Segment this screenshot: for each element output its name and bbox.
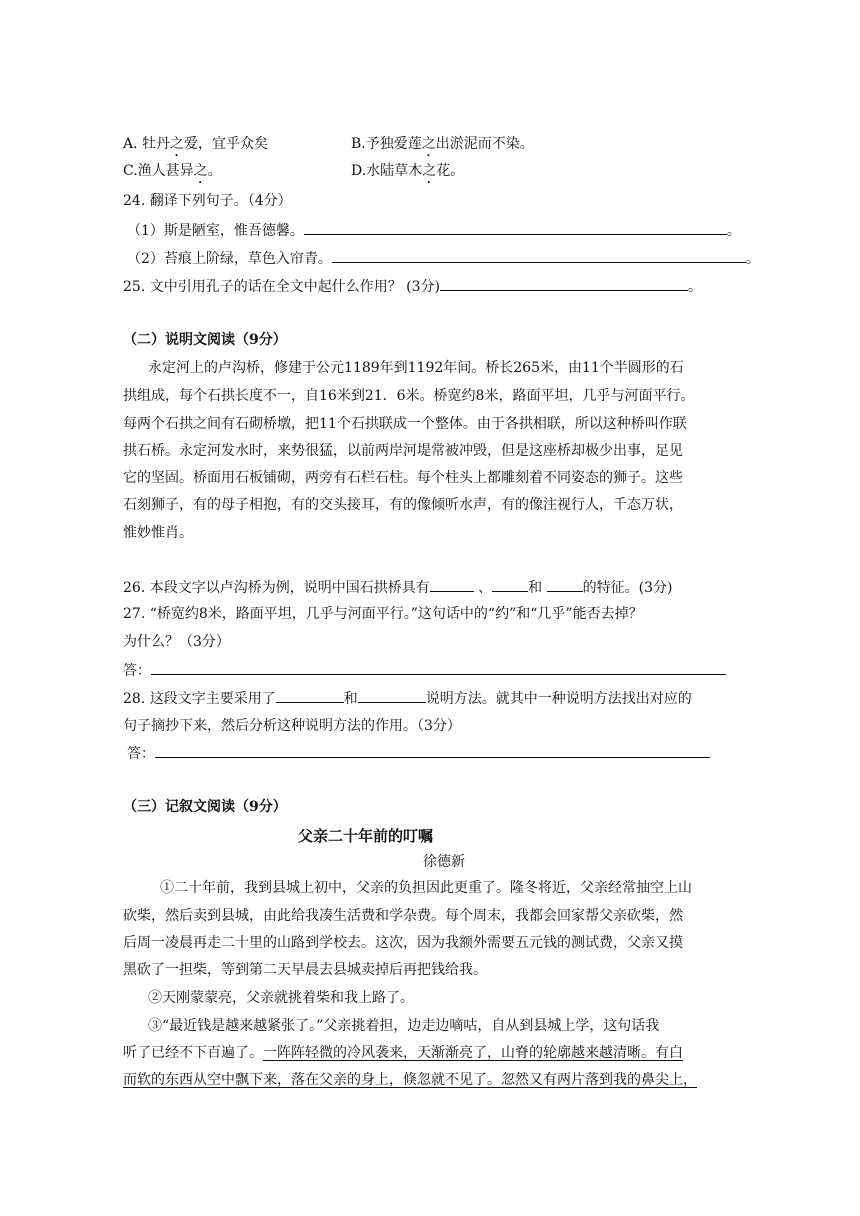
paragraph-1-line-2: 砍柴，然后卖到县城，由此给我凑生活费和学杂费。每个周末，我都会回家帮父亲砍柴，然 <box>123 908 683 924</box>
answer-blank-28-2[interactable] <box>358 688 426 703</box>
answer-blank-24-2[interactable] <box>332 248 746 263</box>
option-c: C.渔人甚异之。 <box>123 163 222 179</box>
section-2-line-6: 石刻狮子，有的母子相抱，有的交头接耳，有的像倾听水声，有的像注视行人，千态万状， <box>123 497 683 513</box>
paragraph-1-line-4: 黑砍了一担柴，等到第二天早晨去县城卖掉后再把钱给我。 <box>123 962 487 978</box>
paragraph-3-line-2: 听了已经不下百遍了。一阵阵轻微的冷风袭来，天渐渐亮了，山脊的轮廓越来越清晰。有白 <box>123 1045 683 1061</box>
section-3-heading: （三）记叙文阅读（9分） <box>123 799 287 815</box>
question-24-sentence-2: （2）苔痕上阶绿，草色入帘青。 。 <box>127 248 760 269</box>
question-28-line-1: 28. 这段文字主要采用了 和 说明方法。就其中一种说明方法找出对应的 <box>123 688 692 709</box>
answer-blank-26-3[interactable] <box>547 577 583 592</box>
story-title: 父亲二十年前的叮嘱 <box>298 827 434 845</box>
answer-blank-26-1[interactable] <box>430 577 474 592</box>
section-2-line-7: 惟妙惟肖。 <box>123 525 193 541</box>
question-25: 25. 文中引用孔子的话在全文中起什么作用？ (3分) 。 <box>123 276 702 297</box>
paragraph-1-line-3: 后周一凌晨再走二十里的山路到学校去。这次，因为我额外需要五元钱的测试费，父亲又摸 <box>123 935 683 951</box>
answer-blank-24-1[interactable] <box>304 220 727 235</box>
question-27-line-2: 为什么？（3分） <box>123 634 230 650</box>
story-author: 徐德新 <box>423 854 465 870</box>
paragraph-3-line-1: ③“最近钱是越来越紧张了。”父亲挑着担，边走边嘀咕，自从到县城上学，这句话我 <box>148 1018 660 1034</box>
question-27-line-1: 27. “桥宽约8米，路面平坦，几乎与河面平行。”这句话中的“约”和“几乎”能否去掉？ <box>123 606 643 622</box>
underlined-passage: 一阵阵轻微的冷风袭来，天渐渐亮了，山脊的轮廓越来越清晰。有白 <box>263 1045 683 1061</box>
section-2-line-3: 每两个石拱之间有石砌桥墩，把11个石拱联成一个整体。由于各拱相联，所以这种桥叫作联 <box>123 416 687 432</box>
question-24-stem: 24. 翻译下列句子。（4分） <box>123 193 292 209</box>
answer-blank-28-1[interactable] <box>276 688 344 703</box>
paragraph-1-line-1: ①二十年前，我到县城上初中，父亲的负担因此更重了。隆冬将近，父亲经常抽空上山 <box>160 880 692 896</box>
paragraph-3-line-3: 而软的东西从空中飘下来，落在父亲的身上，倏忽就不见了。忽然又有两片落到我的鼻尖上， <box>123 1072 697 1088</box>
section-2-line-1: 永定河上的卢沟桥，修建于公元1189年到1192年间。桥长265米，由11个半圆形的石 <box>148 360 684 376</box>
answer-blank-25[interactable] <box>440 276 688 291</box>
option-d: D.水陆草木之花。 <box>351 163 465 179</box>
question-24-sentence-1: （1）斯是陋室，惟吾德馨。 。 <box>127 220 741 241</box>
question-27-answer: 答： <box>123 660 726 681</box>
answer-line-27[interactable] <box>151 660 726 675</box>
section-2-line-4: 拱石桥。永定河发水时，来势很猛，以前两岸河堤常被冲毁，但是这座桥却极少出事，足见 <box>123 443 683 459</box>
answer-blank-26-2[interactable] <box>492 577 528 592</box>
section-2-line-2: 拱组成，每个石拱长度不一，自16米到21．6米。桥宽约8米，路面平坦，几乎与河面平行。 <box>123 388 695 404</box>
question-28-answer: 答： <box>127 743 710 764</box>
option-b: B.予独爱莲之出淤泥而不染。 <box>351 136 534 152</box>
section-2-line-5: 它的坚固。桥面用石板铺砌，两旁有石栏石柱。每个柱头上都雕刻着不同姿态的狮子。这些 <box>123 470 683 486</box>
section-2-heading: （二）说明文阅读（9分） <box>123 332 287 348</box>
option-a: A. 牡丹之爱，宜乎众矣 <box>123 136 269 152</box>
paragraph-2: ②天刚蒙蒙亮，父亲就挑着柴和我上路了。 <box>148 990 414 1006</box>
answer-line-28[interactable] <box>155 743 710 758</box>
question-26: 26. 本段文字以卢沟桥为例，说明中国石拱桥具有 、 和 的特征。(3分) <box>123 577 672 598</box>
question-28-line-2: 句子摘抄下来，然后分析这种说明方法的作用。（3分） <box>123 718 461 734</box>
